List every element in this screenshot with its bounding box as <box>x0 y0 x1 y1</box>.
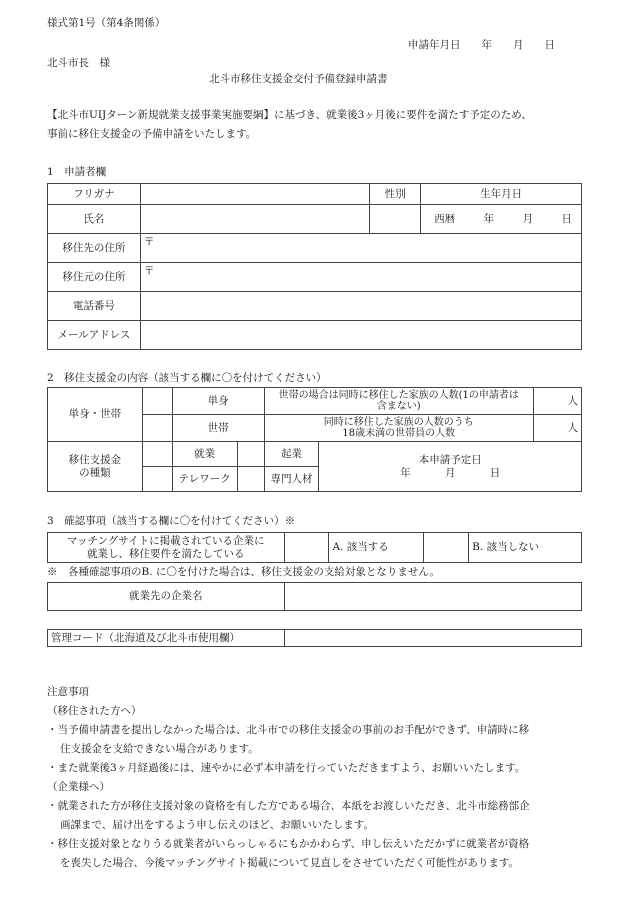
application-date-line: 申請年月日 年 月 日 <box>408 39 555 51</box>
phone-label: 電話番号 <box>48 292 141 321</box>
single-check-cell[interactable] <box>142 388 172 415</box>
employer-name-field[interactable] <box>284 583 581 611</box>
family-count-line-2: 含まない) <box>376 401 421 412</box>
single-household-label: 単身・世帯 <box>48 388 143 442</box>
migrant-note-1-line-1: ・当予備申請書を提出しなかった場合は、北斗市での移住支援金の事前のお手配ができず、申請時に移 <box>47 724 530 736</box>
telework-check-cell[interactable] <box>142 467 172 492</box>
option-a-label: A. 該当する <box>329 533 424 563</box>
family-count-label <box>264 388 533 415</box>
name-label: 氏名 <box>48 205 141 234</box>
migrant-note-1-line-2: 住支援金を支給できない場合があります。 <box>60 743 259 755</box>
postal-mark: 〒 <box>143 236 155 248</box>
company-note-2-line-1: ・移住支援対象となりうる就業者がいらっしゃるにもかかわらず、申し伝えいただかずに就業者が資格 <box>47 838 530 850</box>
employer-name-label: 就業先の企業名 <box>48 583 285 611</box>
company-note-1-line-1: ・就業された方が移住支援対象の資格を有した方である場合、本紙をお渡しいただき、北斗市総務部企 <box>47 800 530 812</box>
new-address-field[interactable] <box>140 234 581 263</box>
matching-line-2: 就業し、移住要件を満たしている <box>87 547 245 560</box>
matching-line-1: マッチングサイトに掲載されている企業に <box>66 535 265 548</box>
support-type-line-1: 移住支援金 <box>68 454 122 467</box>
person-unit: 人 <box>567 421 578 434</box>
family-count-line-1: 世帯の場合は同時に移住した家族の人数(1の申請者は <box>278 389 519 401</box>
birthdate-year: 年 <box>483 212 495 225</box>
household-label: 世帯 <box>172 415 264 442</box>
form-title: 北斗市移住支援金交付予備登録申請書 <box>209 73 388 85</box>
birthdate-day: 日 <box>561 212 572 225</box>
under18-count-field[interactable] <box>534 415 582 442</box>
option-b-check-cell[interactable] <box>424 533 469 563</box>
addressee: 北斗市長 様 <box>47 57 110 69</box>
email-label: メールアドレス <box>48 321 141 350</box>
new-address-label: 移住先の住所 <box>48 234 141 263</box>
scheduled-date-label: 本申請予定日 <box>418 454 482 467</box>
option-b-label: B. 該当しない <box>469 533 582 563</box>
scheduled-month: 月 <box>444 466 456 479</box>
employment-check-cell[interactable] <box>142 442 172 467</box>
employer-table <box>47 582 582 611</box>
telework-label: テレワーク <box>172 467 237 492</box>
household-check-cell[interactable] <box>142 415 172 442</box>
birthdate-label: 生年月日 <box>421 184 582 205</box>
support-content-table <box>47 387 582 492</box>
name-field[interactable] <box>140 205 369 234</box>
confirmation-table <box>47 532 582 563</box>
specialist-label: 専門人材 <box>264 467 319 492</box>
support-type-line-2: の種類 <box>79 466 111 479</box>
intro-line-1: 【北斗市UIJターン新規就業支援事業実施要綱】に基づき、就業後3ヶ月後に要件を満たす予定のため、 <box>47 109 532 121</box>
person-unit: 人 <box>567 394 578 407</box>
birthdate-era: 西暦 <box>434 212 456 225</box>
old-address-label: 移住元の住所 <box>48 263 141 292</box>
form-number: 様式第1号（第4条関係） <box>47 17 166 29</box>
section-2-heading: 2 移住支援金の内容（該当する欄に〇を付けてください） <box>47 372 327 384</box>
postal-mark: 〒 <box>143 265 155 277</box>
intro-line-2: 事前に移住支援金の予備申請をいたします。 <box>47 128 257 140</box>
company-note-2-line-2: を喪失した場合、今後マッチングサイト掲載について見直しをさせていただく可能性があります。 <box>60 857 520 869</box>
matching-site-label <box>48 533 285 563</box>
admin-code-label: 管理コード（北海道及び北斗市使用欄） <box>48 630 285 647</box>
scheduled-year: 年 <box>400 466 411 479</box>
scheduled-date-cell[interactable] <box>319 442 582 492</box>
support-type-label <box>48 442 143 492</box>
employment-label: 就業 <box>172 442 237 467</box>
old-address-field[interactable] <box>140 263 581 292</box>
birthdate-month: 月 <box>522 212 534 225</box>
option-a-check-cell[interactable] <box>284 533 329 563</box>
admin-code-table <box>47 629 582 647</box>
under18-count-label <box>264 415 533 442</box>
under18-line-2: 18歳未満の世帯員の人数 <box>342 428 456 439</box>
birthdate-field[interactable] <box>421 205 582 234</box>
section-3-heading: 3 確認事項（該当する欄に〇を付けてください）※ <box>47 515 296 527</box>
confirmation-note: ※ 各種確認事項のB. に〇を付けた場合は、移住支援金の支給対象となりません。 <box>47 566 441 578</box>
admin-code-field[interactable] <box>284 630 581 647</box>
notes-to-companies: （企業様へ） <box>47 781 110 793</box>
family-count-field[interactable] <box>534 388 582 415</box>
notes-to-migrants: （移住された方へ） <box>47 705 142 717</box>
notes-heading: 注意事項 <box>47 686 89 698</box>
single-label: 単身 <box>172 388 264 415</box>
under18-line-1: 同時に移住した家族の人数のうち <box>323 416 474 428</box>
phone-field[interactable] <box>140 292 581 321</box>
specialist-check-cell[interactable] <box>237 467 264 492</box>
notes-section <box>47 683 530 873</box>
migrant-note-2: ・また就業後3ヶ月経過後には、速やかに必ず本申請を行っていただきますよう、お願いいたします。 <box>47 762 526 774</box>
company-note-1-line-2: 画課まで、届け出をするよう申し伝えのほど、お願いいたします。 <box>60 819 374 831</box>
furigana-label: フリガナ <box>48 184 141 205</box>
startup-check-cell[interactable] <box>237 442 264 467</box>
furigana-field[interactable] <box>140 184 369 205</box>
gender-field[interactable] <box>370 205 421 234</box>
section-1-heading: 1 申請者欄 <box>47 166 107 178</box>
email-field[interactable] <box>140 321 581 350</box>
scheduled-day: 日 <box>489 466 501 479</box>
applicant-table <box>47 183 582 350</box>
gender-label: 性別 <box>370 184 421 205</box>
startup-label: 起業 <box>264 442 319 467</box>
